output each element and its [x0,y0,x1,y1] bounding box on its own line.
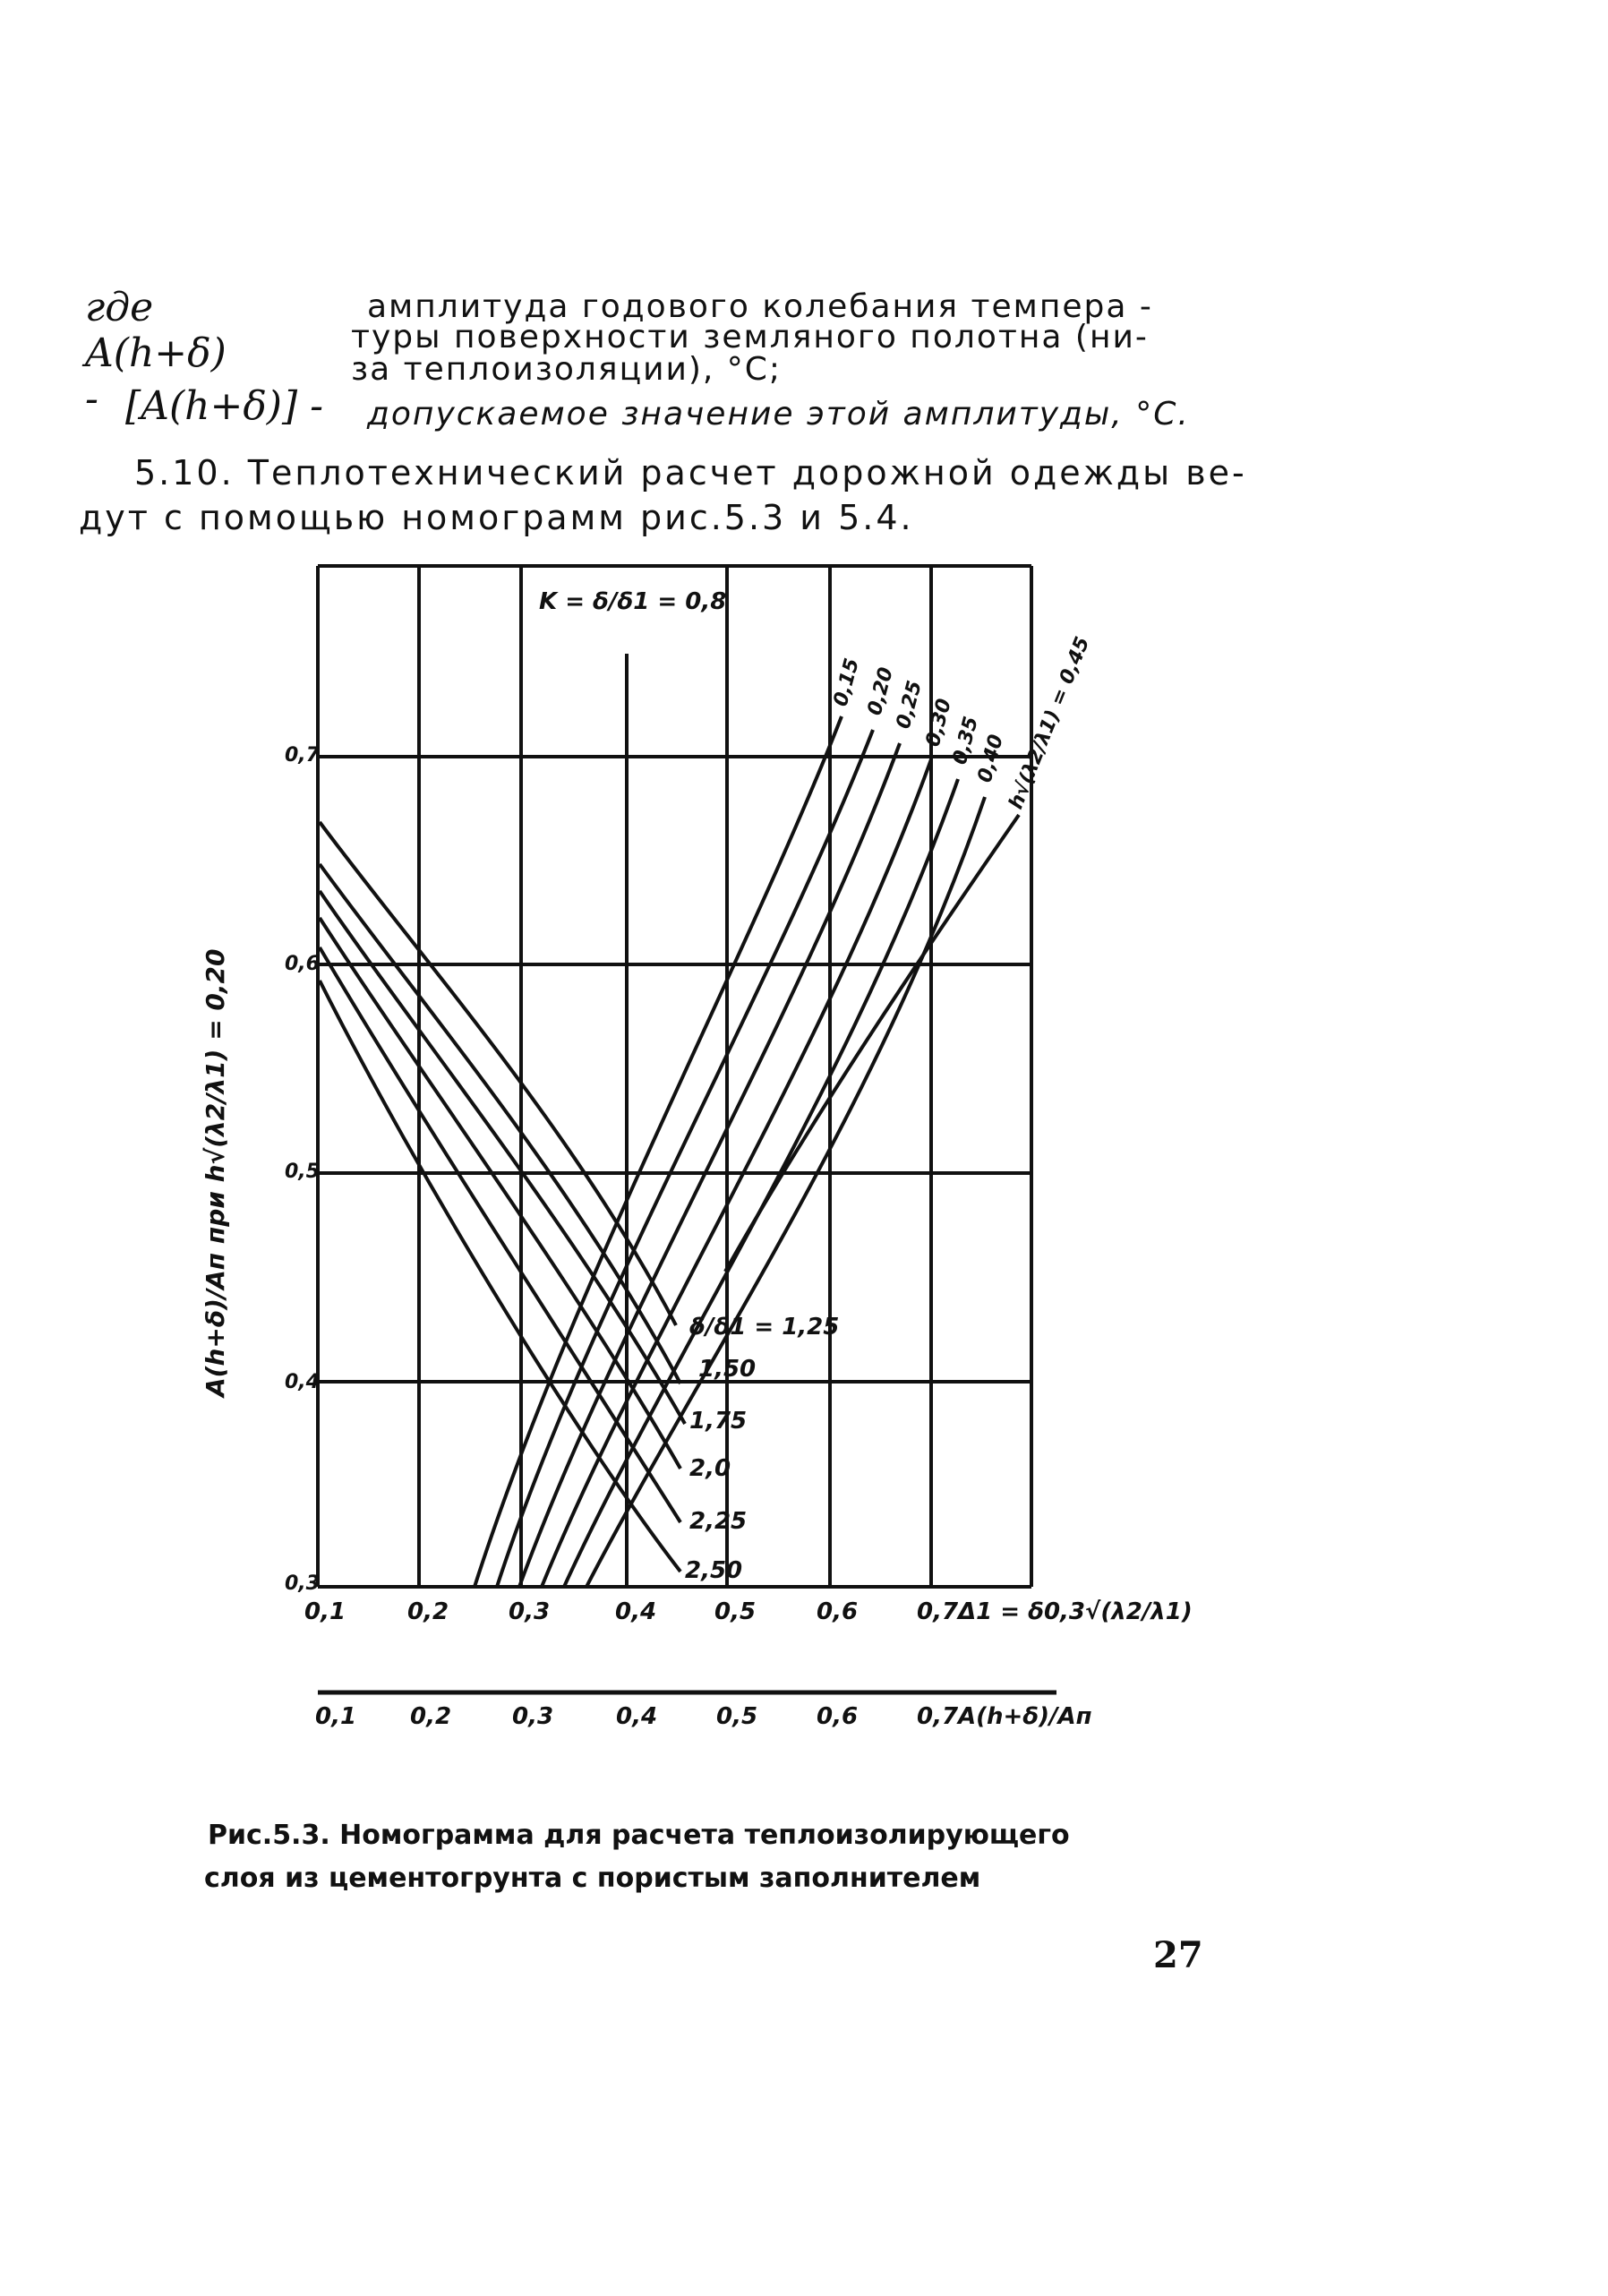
x-tick-0-2: 0,2 [407,1598,449,1625]
x-tick-0-6: 0,6 [817,1598,859,1625]
h-label-1: 0,15 [829,655,864,709]
bottom-tick-0-1: 0,1 [315,1703,357,1730]
x-tick-0-7: 0,7 [917,1598,959,1625]
definition-2-line-1: допускаемое значение этой амплитуды, °C. [367,396,1190,433]
x-axis-label-bottom: A(h+δ)/Aп [958,1703,1092,1730]
x-tick-0-1: 0,1 [304,1598,346,1625]
definition-1-line-1: амплитуда годового колебания темпера - [367,288,1153,325]
y-tick-0-7: 0,7 [285,744,320,767]
ratio-label-6: 2,50 [685,1557,743,1584]
definition-1-symbol: где A(h+δ) - [85,285,227,422]
x-tick-labels [304,1598,1193,1625]
x-tick-0-3: 0,3 [509,1598,551,1625]
x-tick-0-4: 0,4 [615,1598,657,1625]
ratio-label-1: δ/δ1 = 1,25 [689,1314,840,1341]
x-tick-0-5: 0,5 [714,1598,757,1625]
page-number: 27 [1153,1934,1203,1976]
h-curve-2 [497,730,873,1587]
ratio-labels [685,1314,839,1584]
h-labels [830,634,1095,812]
ratio-label-5: 2,25 [689,1508,748,1535]
definition-1-line-3: за теплоизоляции), °C; [351,351,783,388]
definition-1-line-2: туры поверхности земляного полотна (ни- [351,319,1149,356]
ratio-label-4: 2,0 [689,1455,731,1482]
h-label-3: 0,25 [892,678,927,732]
y-tick-0-3: 0,3 [285,1572,320,1595]
h-label-6: 0,40 [973,732,1008,785]
x-axis-label-top: Δ1 = δ0,3√(λ2/λ1) [958,1598,1193,1625]
h-label-4: 0,30 [921,696,956,750]
ratio-label-3: 1,75 [689,1408,748,1435]
definition-2-symbol: [A(h+δ)] - [125,383,323,429]
ratio-curve-1 [320,822,676,1325]
ratio-curve-3 [320,891,685,1424]
h-label-5: 0,35 [948,714,983,767]
y-tick-0-5: 0,5 [285,1161,320,1183]
y-axis-label: A(h+δ)/Aп при h√(λ2/λ1) = 0,20 [201,948,230,1397]
bottom-tick-0-3: 0,3 [512,1703,554,1730]
figure-caption-line-1: Рис.5.3. Номограмма для расчета теплоизолирующего [208,1820,1070,1851]
bottom-tick-0-5: 0,5 [716,1703,758,1730]
bottom-tick-0-4: 0,4 [616,1703,658,1730]
k-label: K = δ/δ1 = 0,8 [539,588,727,615]
bottom-tick-0-6: 0,6 [817,1703,859,1730]
bottom-tick-0-2: 0,2 [410,1703,452,1730]
paragraph-line-2: дут с помощью номограмм рис.5.3 и 5.4. [79,498,914,537]
h-label-2: 0,20 [863,664,898,718]
h-curve-5 [564,779,958,1587]
figure-caption-line-2: слоя из цементогрунта с пористым заполнителем [204,1863,981,1894]
h-curves [475,716,1019,1587]
bottom-tick-labels [315,1703,1092,1730]
bottom-tick-0-7: 0,7 [917,1703,959,1730]
y-tick-0-4: 0,4 [285,1371,320,1393]
ratio-label-2: 1,50 [698,1356,757,1383]
paragraph-line-1: 5.10. Теплотехнический расчет дорожной одежды ве- [134,453,1247,493]
h-label-last: h√(λ2/λ1) = 0,45 [1005,633,1095,813]
y-tick-0-6: 0,6 [285,953,320,975]
y-tick-labels [285,744,321,1595]
